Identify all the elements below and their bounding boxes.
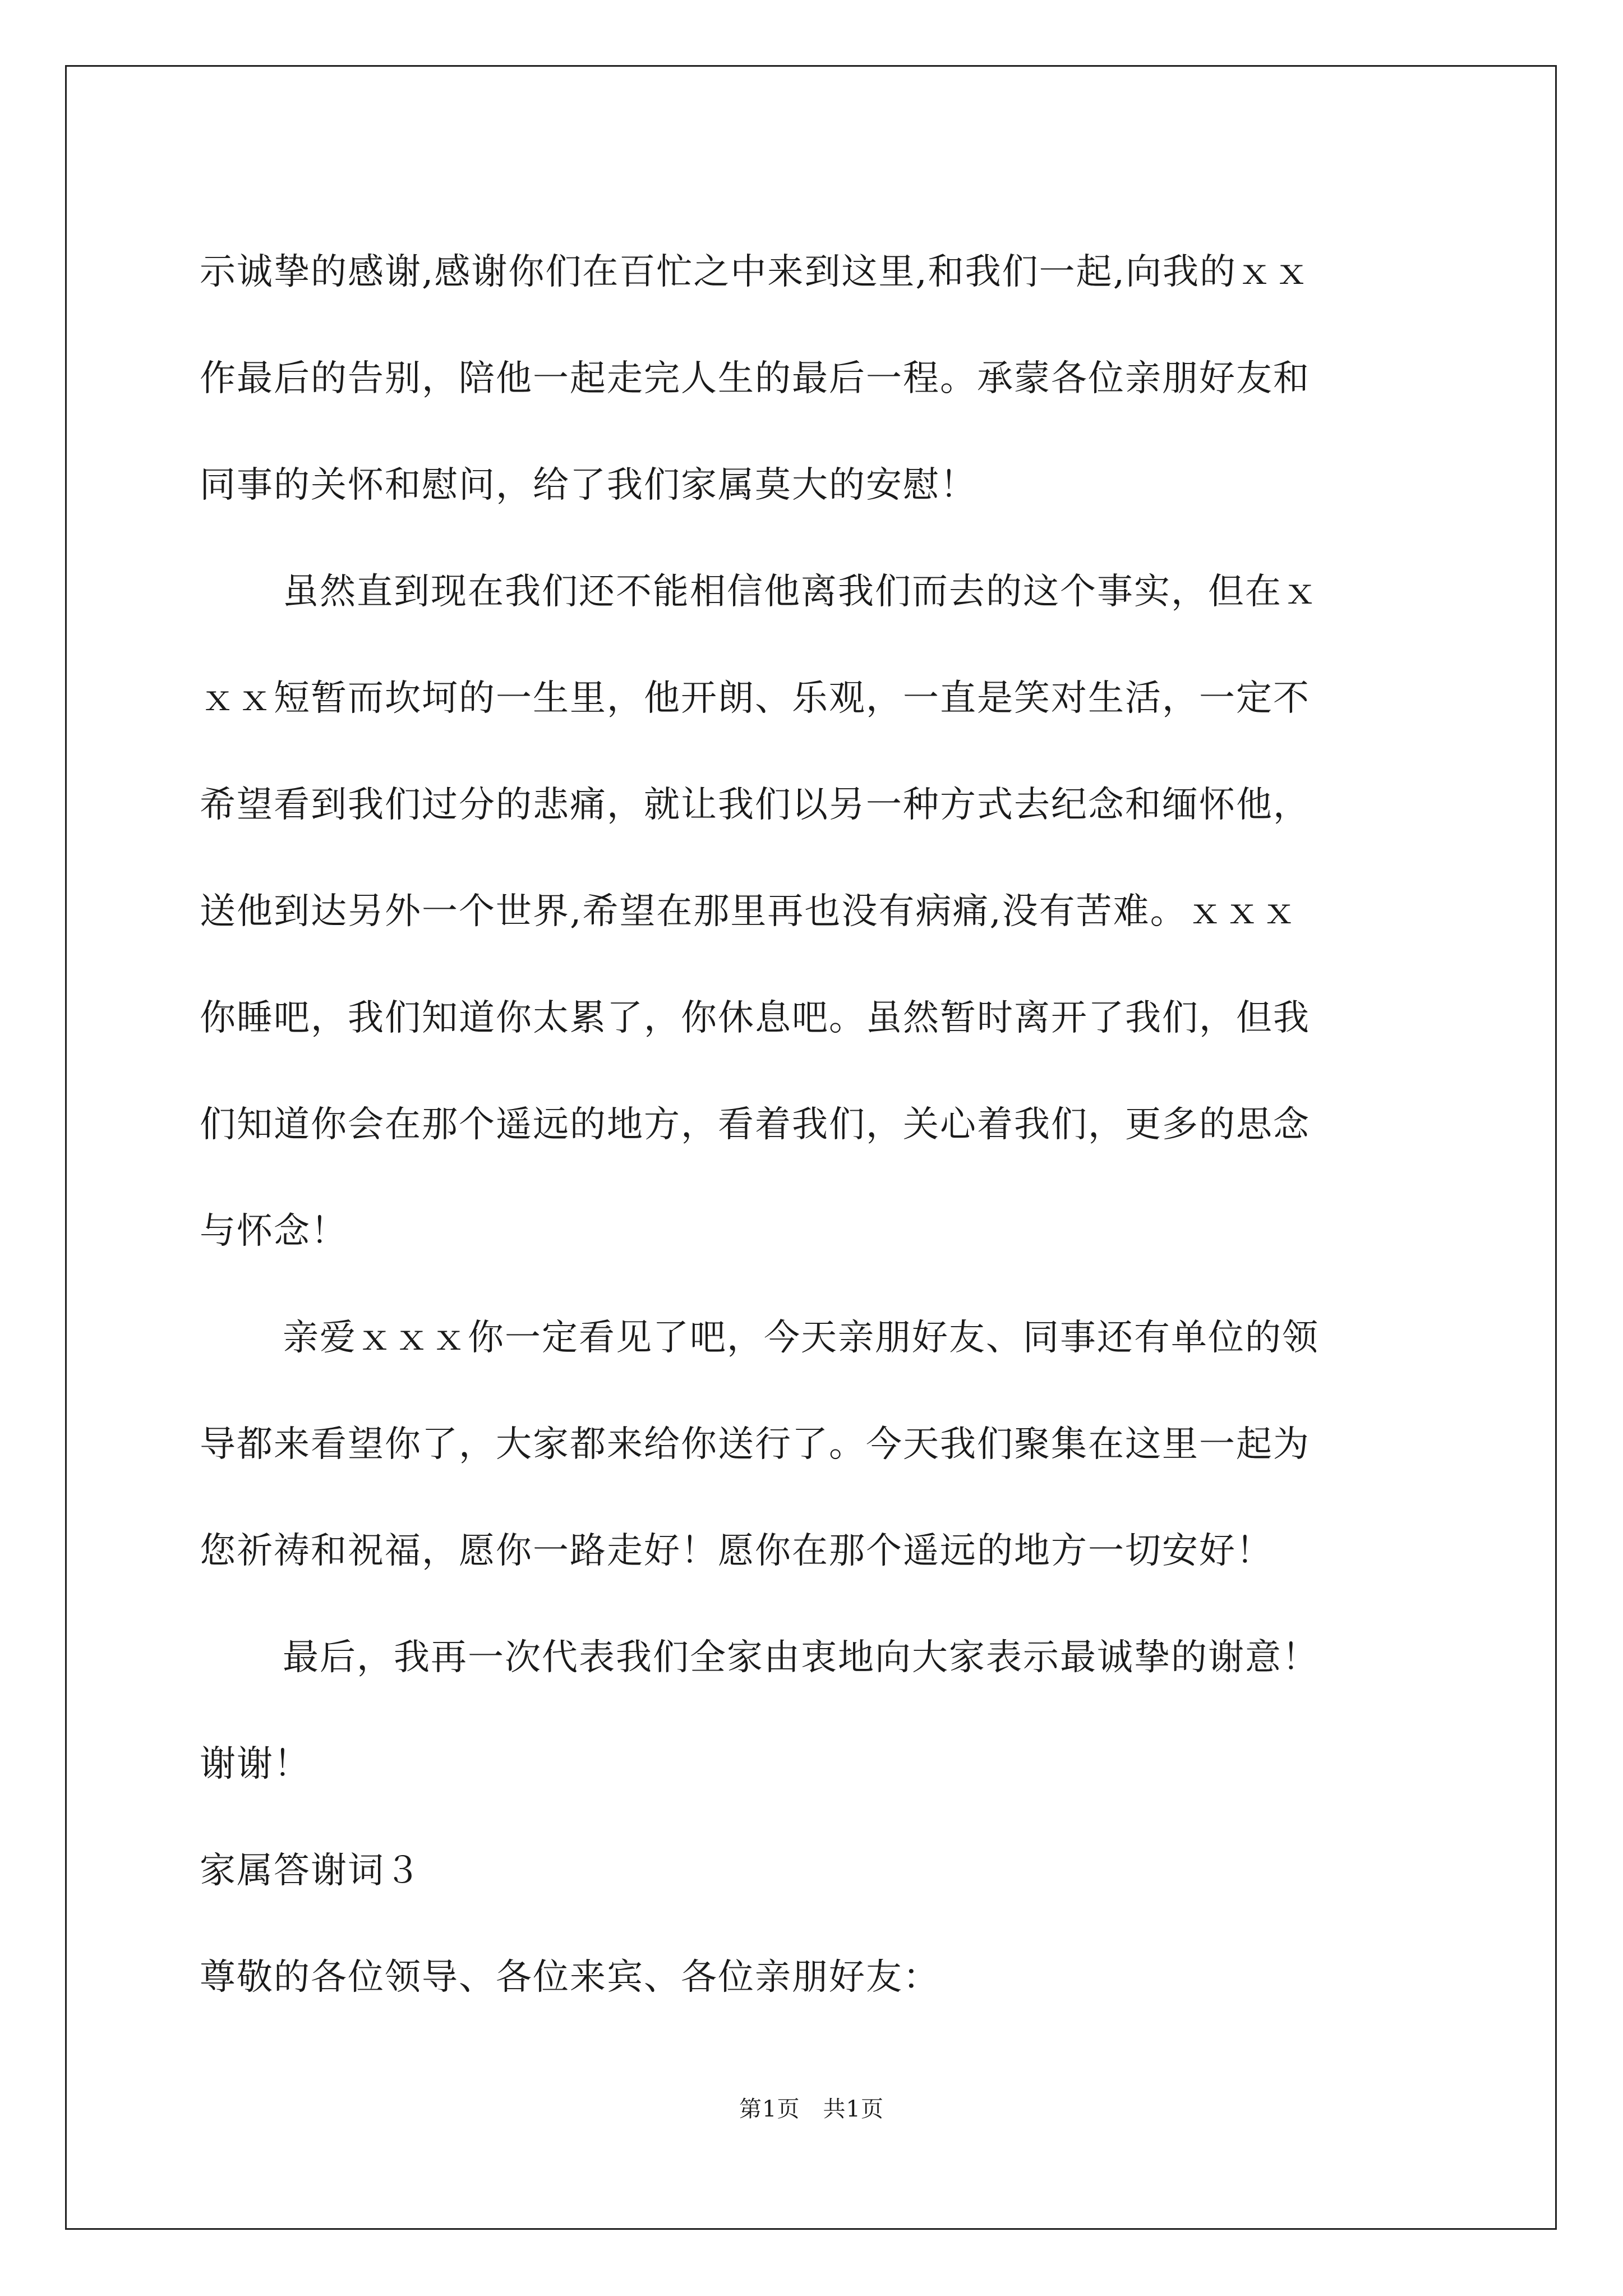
paragraph-start-line: 最后，我再一次代表我们全家由衷地向大家表示最诚挚的谢意！ xyxy=(283,1637,1319,1678)
salutation-line: 尊敬的各位领导、各位来宾、各位亲朋好友： xyxy=(200,1957,940,1998)
paragraph-start-line: 亲爱ｘｘｘ你一定看见了吧，今天亲朋好友、同事还有单位的领 xyxy=(283,1317,1319,1359)
text-line: 示诚挚的感谢,感谢你们在百忙之中来到这里,和我们一起,向我的ｘｘ xyxy=(200,251,1311,293)
text-line: 们知道你会在那个遥远的地方，看着我们，关心着我们，更多的思念 xyxy=(200,1104,1310,1145)
text-line: 希望看到我们过分的悲痛，就让我们以另一种方式去纪念和缅怀他， xyxy=(200,784,1310,826)
text-line: 作最后的告别，陪他一起走完人生的最后一程。承蒙各位亲朋好友和 xyxy=(200,358,1310,399)
text-line: ｘｘ短暂而坎坷的一生里，他开朗、乐观，一直是笑对生活，一定不 xyxy=(200,678,1310,719)
document-body xyxy=(200,219,1422,2031)
text-line: 导都来看望你了，大家都来给你送行了。今天我们聚集在这里一起为 xyxy=(200,1424,1310,1465)
text-line: 谢谢！ xyxy=(200,1743,311,1785)
text-line: 送他到达另外一个世界,希望在那里再也没有病痛,没有苦难。ｘｘｘ xyxy=(200,891,1298,932)
text-line: 同事的关怀和慰问，给了我们家属莫大的安慰！ xyxy=(200,464,977,506)
paragraph-start-line: 虽然直到现在我们还不能相信他离我们而去的这个事实，但在ｘ xyxy=(283,571,1319,613)
section-heading: 家属答谢词３ xyxy=(200,1850,422,1892)
page-footer: 第1页 共1页 xyxy=(739,2096,884,2122)
text-line: 您祈祷和祝福，愿你一路走好！愿你在那个遥远的地方一切安好！ xyxy=(200,1530,1273,1572)
text-line: 与怀念！ xyxy=(200,1211,348,1252)
text-line: 你睡吧，我们知道你太累了，你休息吧。虽然暂时离开了我们，但我 xyxy=(200,997,1310,1039)
